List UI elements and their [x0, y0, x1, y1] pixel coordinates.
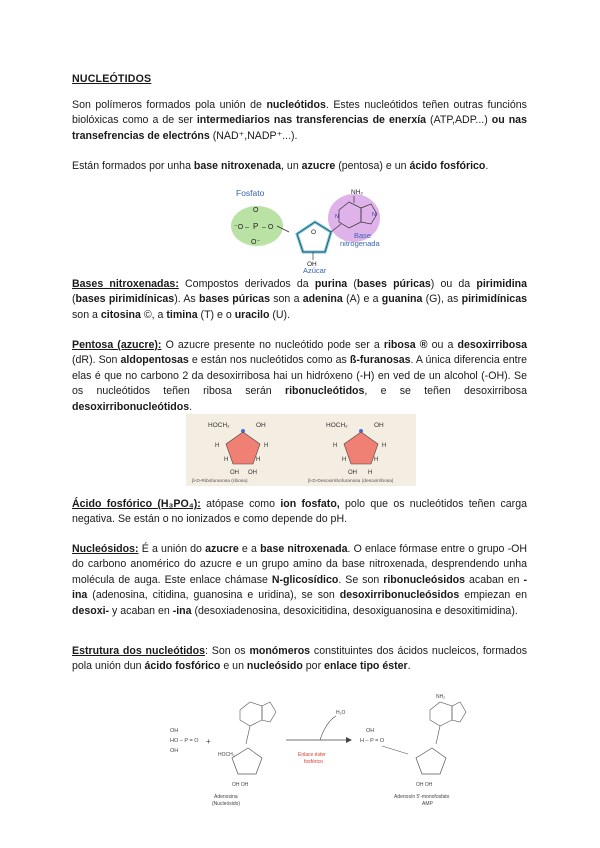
text-run: . Se son: [338, 573, 384, 586]
text-run: . Estes nucleótidos teñen outras funcións biolóxicas como a de ser: [72, 99, 527, 127]
intro-paragraph: [72, 98, 527, 144]
amp-caption: Adenosín 5'-monofosfato: [394, 794, 450, 800]
estrutura-paragraph: [72, 644, 527, 675]
term-desoxirribonucleotidos: desoxirribonucleótidos: [72, 400, 190, 413]
ribose-caption: β-D-Ribofuranosa (ribosa): [192, 479, 248, 484]
nucleosido-caption: (Nucleósido): [212, 801, 241, 807]
text-run: (ATP,ADP...): [426, 114, 492, 127]
term-pirimidina: pirimidina: [476, 278, 527, 290]
adenosina-caption: Adenosina: [214, 794, 238, 800]
phosphate-right: H – P = O: [360, 738, 385, 744]
h-right-4: H: [374, 457, 379, 463]
term-bases-pirimidinicas: bases pirimidínicas: [75, 293, 175, 306]
term-ribosa: ribosa ®: [383, 339, 428, 351]
text-run: , un: [281, 160, 302, 172]
text-run: acaban en: [465, 573, 524, 586]
sugar-ring: [297, 222, 331, 252]
text-run: Están formados por unha: [72, 160, 194, 172]
text-run: . A única diferencia entre elas é que no carbono 2 da desoxirribosa hai un hidróxeno (-H) en ved de un alcohol (-OH). Se os nucleótidos teñen ribosa serán: [72, 354, 527, 398]
hoch2-left: HOCH₂: [218, 752, 235, 758]
term-timina: timina: [166, 308, 198, 321]
text-run: (U).: [269, 308, 291, 321]
text-run: Son polímeros formados pola unión de: [72, 99, 267, 111]
nucleosidos-paragraph: [72, 542, 527, 619]
h-right-3: H: [342, 457, 347, 463]
term-furanosas: ß-furanosas: [349, 354, 411, 367]
hoch2-label-right: HOCH₂: [326, 422, 348, 429]
o-bond-right: – O: [262, 224, 274, 231]
term-base-nitroxenada: base nitroxenada: [193, 160, 282, 172]
ester-link-right: [382, 746, 408, 754]
text-run: y acaban en: [109, 604, 173, 617]
text-run: .: [485, 160, 489, 172]
term-base-nitroxenada: base nitroxenada: [260, 543, 348, 555]
text-run: .: [189, 400, 193, 413]
term-bases-puricas: bases púricas: [198, 293, 270, 306]
oh-left-sugar: OH OH: [232, 782, 249, 788]
term-nucleotidos: nucleótidos: [266, 99, 326, 111]
text-run: (: [347, 278, 357, 290]
adenine-ring5-left: [262, 702, 276, 722]
text-run: ©, a: [140, 308, 167, 321]
ribose-ring-right: [416, 748, 446, 774]
reaction-arrowhead: [346, 737, 352, 743]
text-run: (: [72, 293, 76, 306]
text-run: polo que os nucleótidos teñen carga negativa. Se están o no ionizados e como depende do pH.: [72, 498, 527, 526]
term-enlace-ester: enlace tipo éster: [324, 660, 408, 673]
section-heading-pentosa: Pentosa (azucre):: [72, 339, 162, 351]
phosphoric-acid-left: HO – P = O: [170, 738, 199, 744]
n-atom: N: [335, 214, 339, 220]
term-ion-fosfato: ion fosfato,: [280, 498, 340, 510]
text-run: e a: [238, 543, 261, 555]
h-left-4: H: [256, 457, 261, 463]
adenine-ring-left: [240, 702, 262, 726]
ester-bond-reaction-figure: [170, 692, 500, 816]
adenine-ring-right: [430, 702, 452, 726]
nh2-right: NH₂: [436, 694, 446, 700]
text-run: , e se teñen desoxirribosa: [364, 385, 527, 398]
o-minus-bottom: O⁻: [251, 239, 261, 246]
term-acido-fosforico: ácido fosfórico: [409, 160, 486, 172]
nucleotide-structure-figure: [227, 182, 387, 274]
text-run: (A) e a: [342, 293, 382, 306]
plus-sign: +: [206, 737, 211, 746]
o-top: O: [253, 207, 259, 214]
ring-oxygen: O: [311, 229, 317, 236]
term-azucre: azucre: [301, 160, 336, 172]
page-title: NUCLEÓTIDOS: [72, 73, 152, 85]
text-run: .: [407, 660, 411, 673]
section-heading-nucleosidos: Nucleósidos:: [72, 543, 139, 555]
section-heading-bases: Bases nitroxenadas:: [72, 278, 179, 290]
composition-paragraph: [72, 159, 527, 174]
term-transferencias-electrons: ou nas transefrencias de electróns: [72, 114, 527, 142]
text-run: (NAD⁺,NADP⁺...).: [209, 129, 298, 142]
phosphoric-acid-left: OH: [170, 728, 179, 734]
term-guanina: guanina: [381, 293, 423, 306]
phosphate-right: OH: [366, 728, 375, 734]
h-left-3: H: [224, 457, 229, 463]
term-intermediarios: intermediarios nas transferencias de enerxía: [196, 114, 427, 127]
acido-fosforico-paragraph: [72, 497, 527, 528]
h-right-bottom: H: [368, 470, 373, 476]
section-heading-estrutura: Estrutura dos nucleótidos: [72, 645, 205, 657]
glycosidic-bond-right: [436, 726, 440, 744]
text-run: por: [302, 660, 325, 673]
text-run: O azucre presente no nucleótido pode ser a: [161, 339, 384, 351]
h2o-label: H₂O: [336, 710, 346, 716]
text-run: Compostos derivados da: [178, 278, 315, 290]
oh-right-bottom: OH: [348, 470, 357, 476]
ribose-ring-left: [232, 748, 262, 774]
oh-label: OH: [307, 261, 317, 268]
glycosidic-bond-left: [246, 726, 250, 744]
text-run: (dR). Son: [72, 354, 121, 367]
text-run: É a unión do: [138, 543, 206, 555]
oh-label-left-top: OH: [256, 422, 266, 429]
text-run: (adenosina, citidina, guanosina e uridina), se son: [87, 589, 340, 602]
oh-label-right-top: OH: [374, 422, 384, 429]
azucar-label: Azúcar: [303, 266, 327, 274]
text-run: : Son os: [205, 645, 250, 657]
pentoses-figure: [186, 414, 416, 486]
term-citosina: citosina: [100, 308, 141, 321]
base-label-2: nitrogenada: [340, 239, 380, 248]
term-desoxirribosa: desoxirribosa: [457, 339, 528, 351]
n-atom: N: [372, 212, 376, 218]
text-run: (pentosa) e un: [335, 160, 410, 172]
o-minus-left: ⁻O –: [234, 224, 249, 231]
term-nucleosido: nucleósido: [246, 660, 303, 673]
text-run: e están nos nucleótidos como as: [188, 354, 350, 367]
text-run: e un: [220, 660, 247, 673]
h-left-1: H: [215, 443, 220, 449]
term-uracilo: uracilo: [234, 308, 270, 321]
term-azucre: azucre: [205, 543, 239, 555]
base-label-1: Base: [354, 231, 372, 240]
h-right-2: H: [382, 443, 387, 449]
term-acido-fosforico: ácido fosfórico: [144, 660, 221, 673]
amp-abbrev: AMP: [422, 801, 433, 807]
text-run: son a: [72, 308, 101, 321]
phosphorus-symbol: P: [253, 222, 259, 231]
deoxyribose-caption: β-D-Desoxirribofuranosa (desoxirribosa): [308, 479, 394, 484]
section-heading-acido: Ácido fosfórico (H₃PO₄):: [72, 498, 201, 510]
term-desoxirribonucleosidos: desoxirribonucleósidos: [339, 589, 460, 602]
hoch2-label-left: HOCH₂: [208, 422, 230, 429]
enlace-ester-label: Enlace éster: [298, 752, 326, 758]
text-run: (desoxiadenosina, desoxicitidina, desoxiguanosina e desoxitimidina).: [191, 604, 518, 617]
phosphoric-acid-left: OH: [170, 748, 179, 754]
term-ina: -ina: [72, 573, 527, 602]
text-run: ou a: [427, 339, 458, 351]
oh-right-sugar: OH OH: [416, 782, 433, 788]
term-desoxi: desoxi-: [72, 604, 110, 617]
fosforico-label: fosfórico: [304, 759, 323, 765]
h-right-1: H: [333, 443, 338, 449]
term-adenina: adenina: [302, 293, 343, 306]
text-run: (T) e o: [197, 308, 235, 321]
nh2-label: NH₂: [351, 189, 363, 196]
term-n-glicosidico: N-glicosídico: [271, 573, 339, 586]
term-aldopentosas: aldopentosas: [120, 354, 189, 367]
term-pirimidinicas: pirimidínicas: [461, 293, 527, 306]
term-ribonucleosidos: ribonucleósidos: [383, 573, 466, 586]
fosfato-label: Fosfato: [236, 188, 265, 198]
text-run: son a: [269, 293, 303, 306]
h-left-2: H: [264, 443, 269, 449]
pentosa-paragraph: [72, 338, 527, 415]
term-ribonucleotidos: ribonucleótidos: [284, 385, 365, 398]
term-bases-puricas: bases púricas: [356, 278, 431, 290]
text-run: atópase como: [200, 498, 281, 510]
adenine-ring5-right: [452, 702, 466, 722]
term-purina: purina: [314, 278, 348, 290]
text-run: ) ou da: [430, 278, 477, 290]
text-run: empiezan en: [459, 589, 527, 602]
bases-paragraph: [72, 277, 527, 323]
term-monomeros: monómeros: [249, 645, 311, 657]
text-run: ). As: [174, 293, 199, 306]
text-run: (G), as: [422, 293, 462, 306]
water-release-arrow: [320, 716, 336, 740]
text-run: constituintes dos ácidos nucleicos, formados pola unión dun: [72, 645, 528, 673]
term-ina: -ina: [172, 604, 192, 617]
oh-left-bottom-2: OH: [248, 470, 257, 476]
oh-left-bottom-1: OH: [230, 470, 239, 476]
text-run: . O enlace fórmase entre o grupo -OH do carbono anomérico do azucre e un grupo amino da base nitroxenada, desprendendo unha molécula de auga. Este enlace chámase: [72, 543, 528, 586]
